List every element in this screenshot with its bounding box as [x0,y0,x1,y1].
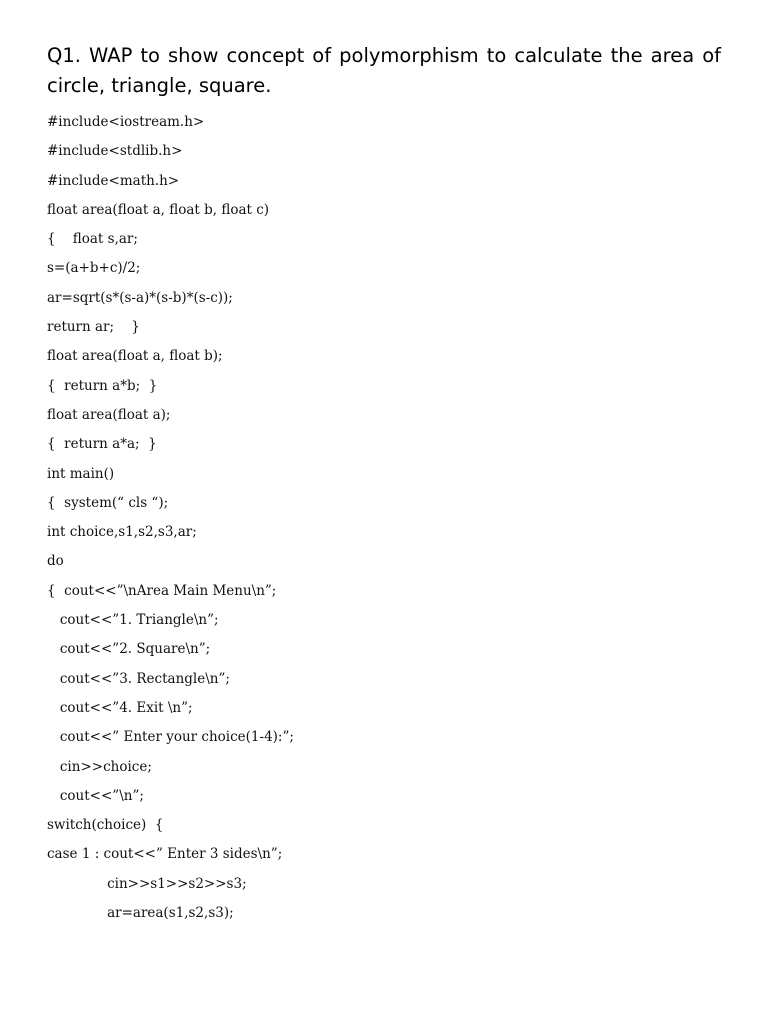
code-line: case 1 : cout<<” Enter 3 sides\n”; [47,846,283,863]
code-line: cout<<” Enter your choice(1-4):”; [47,729,294,746]
code-line: int choice,s1,s2,s3,ar; [47,524,197,541]
code-line: cout<<”1. Triangle\n”; [47,612,219,629]
code-listing [47,108,727,928]
code-line: ar=sqrt(s*(s-a)*(s-b)*(s-c)); [47,289,233,306]
code-line: #include<math.h> [47,172,180,189]
code-line: s=(a+b+c)/2; [47,260,141,277]
code-line: cout<<”2. Square\n”; [47,641,211,658]
code-line: cout<<”\n”; [47,787,144,804]
code-line: cin>>s1>>s2>>s3; [47,875,247,892]
code-line: { system(“ cls “); [47,494,169,511]
code-line: float area(float a, float b, float c) [47,201,270,218]
code-line: cout<<”4. Exit \n”; [47,699,193,716]
code-line: cin>>choice; [47,758,152,775]
code-line: float area(float a); [47,406,171,423]
code-line: switch(choice) { [47,817,164,834]
code-line: cout<<”3. Rectangle\n”; [47,670,230,687]
question-heading: Q1. WAP to show concept of polymorphism to calculate the area of circle, triangle, square. [47,44,721,97]
code-line: do [47,553,64,570]
code-line: { return a*b; } [47,377,158,394]
code-line: float area(float a, float b); [47,348,223,365]
code-line: ar=area(s1,s2,s3); [47,905,234,922]
code-line: { return a*a; } [47,436,157,453]
code-line: return ar; } [47,319,140,336]
code-line: { cout<<”\nArea Main Menu\n”; [47,582,277,599]
code-line: #include<iostream.h> [47,114,205,130]
code-line: { float s,ar; [47,231,138,248]
code-line: int main() [47,465,115,482]
code-line: #include<stdlib.h> [47,143,183,160]
